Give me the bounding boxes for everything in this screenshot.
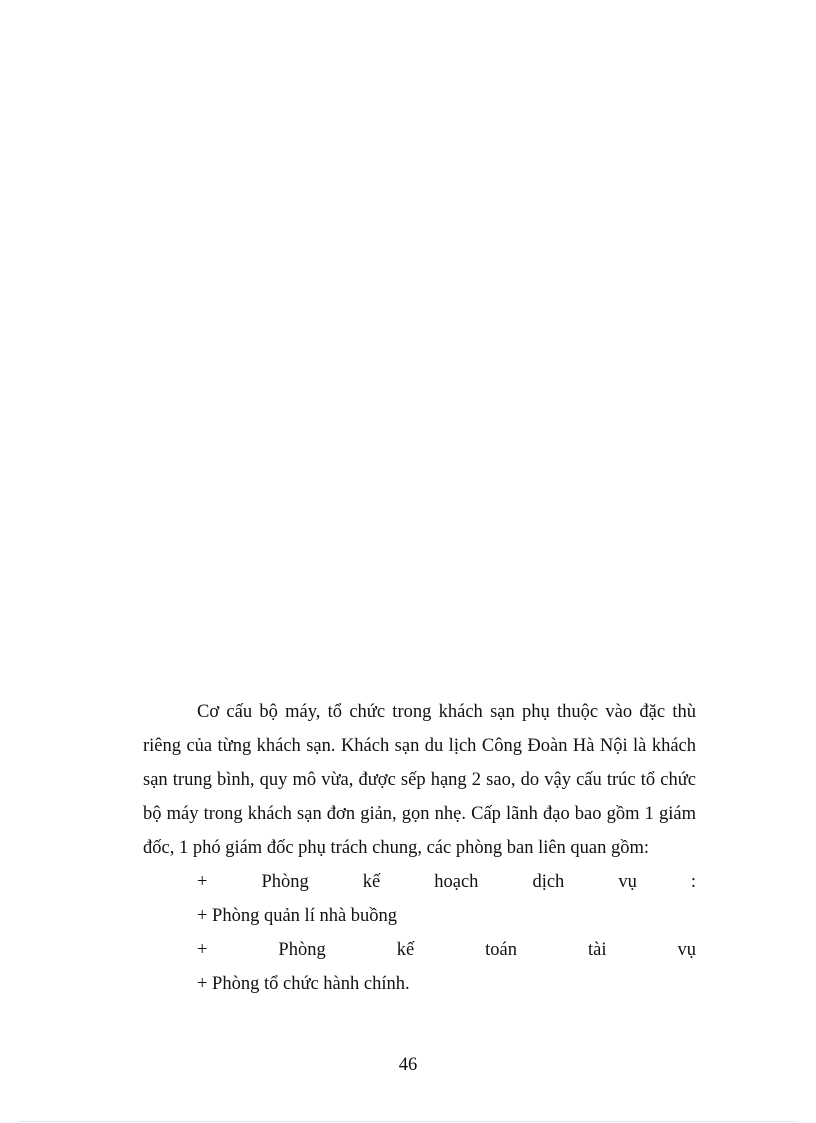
list-item-word: Phòng (278, 940, 326, 960)
list-item-housekeeping: + Phòng quản lí nhà buồng (197, 906, 398, 926)
footer-divider (20, 1121, 796, 1122)
list-item-planning-services (197, 865, 696, 899)
organization-paragraph: Cơ cấu bộ máy, tổ chức trong khách sạn phụ thuộc vào đặc thù riêng của từng khách sạn. Khách sạn du lịch Công Đoàn Hà Nội là khách sạn trung bình, quy mô vừa, được sếp hạng 2 sao, do vậy cấu trúc tổ chức bộ máy trong khách sạn đơn giản, gọn nhẹ. Cấp lãnh đạo bao gồm 1 giám đốc, 1 phó giám đốc phụ trách chung, các phòng ban liên quan gồm: (143, 702, 696, 858)
list-item-administration: + Phòng tổ chức hành chính. (197, 974, 410, 994)
page-number: 46 (398, 1055, 418, 1075)
list-item-word: : (690, 872, 696, 892)
list-item-word: dịch (532, 872, 565, 892)
list-item-word: kế (362, 872, 381, 892)
list-item-word: hoạch (434, 872, 479, 892)
list-item-accounting-finance (197, 933, 696, 967)
list-item-word: kế (396, 940, 415, 960)
body-text (143, 695, 696, 1001)
list-item-word: Phòng (261, 872, 309, 892)
list-item-word: tài (588, 940, 607, 960)
list-item-word: + (197, 940, 208, 960)
list-item-word: vụ (677, 940, 696, 960)
list-item-word: vụ (618, 872, 637, 892)
list-item-word: toán (485, 940, 518, 960)
list-item-word: + (197, 872, 208, 892)
